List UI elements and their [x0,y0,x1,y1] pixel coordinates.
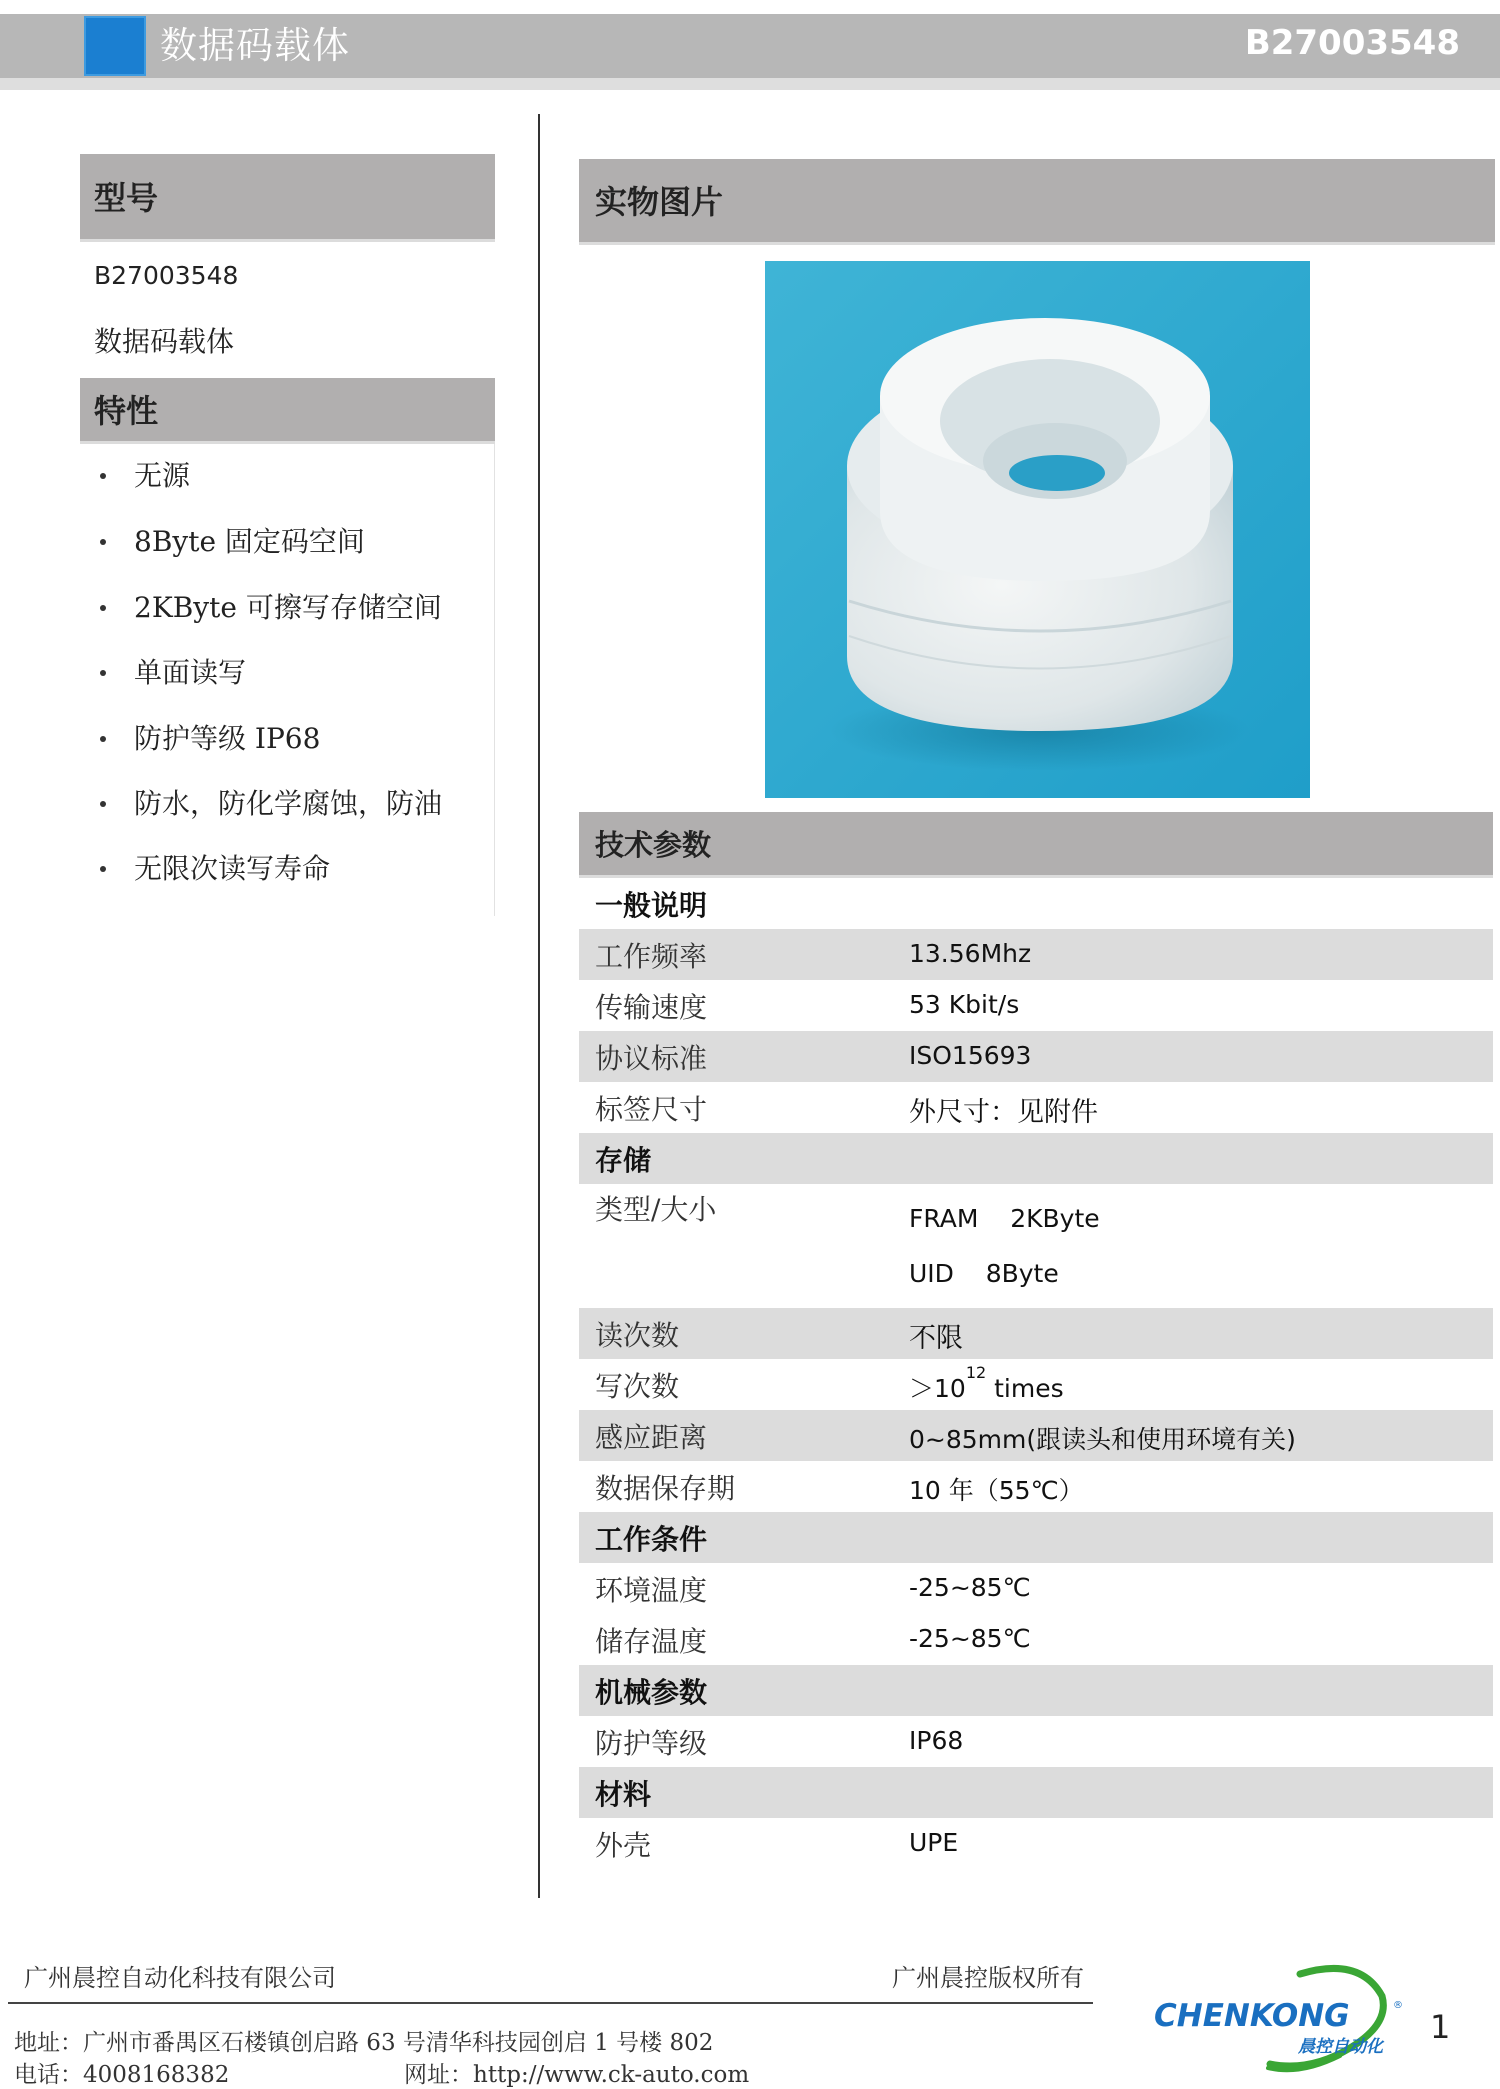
footer-company: 广州晨控自动化科技有限公司 [24,1964,336,1992]
spec-label: 外壳 [595,1829,652,1862]
spec-value: 不限 [909,1323,963,1354]
spec-value: 0~85mm(跟读头和使用环境有关) [909,1425,1296,1454]
bullet-icon [100,736,106,742]
spec-value [909,1363,1064,1405]
spec-label: 写次数 [595,1370,680,1403]
spec-value-secondary: UID 8Byte [909,1259,1059,1288]
bullet-icon [100,473,106,479]
feature-text: 2KByte 可擦写存储空间 [134,591,442,624]
spec-row [579,980,1493,1031]
spec-row [579,1308,1493,1359]
spec-category-row [579,1665,1493,1716]
spec-row [579,929,1493,980]
spec-category: 存储 [595,1144,652,1177]
spec-row [579,1184,1493,1308]
feature-text: 防护等级 IP68 [134,722,321,755]
spec-value: ISO15693 [909,1041,1032,1070]
spec-value: FRAM 2KByte [909,1204,1100,1233]
spec-value: IP68 [909,1726,964,1755]
spec-label: 工作频率 [595,940,708,973]
model-name: 数据码载体 [94,325,235,358]
logo-wordmark: CHENKONG [1154,1998,1350,2034]
spec-category: 材料 [595,1778,652,1811]
feature-text: 无源 [134,459,191,492]
spec-value: 10 年（55℃） [909,1476,1084,1505]
feature-item [100,456,190,496]
spec-value: -25~85℃ [909,1624,1031,1653]
spec-label: 读次数 [595,1319,680,1352]
footer-divider [8,2002,1093,2004]
spec-category-row [579,1133,1493,1184]
feature-text: 8Byte 固定码空间 [134,525,365,558]
bullet-icon [100,801,106,807]
footer-copyright: 广州晨控版权所有 [892,1964,1084,1992]
feature-text: 单面读写 [134,656,247,689]
spec-row [579,1461,1493,1512]
spec-label: 防护等级 [595,1727,708,1760]
photo-heading: 实物图片 [579,159,1495,245]
feature-item [100,719,320,759]
spec-row [579,1031,1493,1082]
footer-phone: 电话：4008168382 [14,2062,230,2088]
feature-text: 无限次读写寿命 [134,852,331,885]
feature-text: 防水，防化学腐蚀，防油 [134,787,443,820]
spec-label: 标签尺寸 [595,1093,708,1126]
spec-row [579,1716,1493,1767]
feature-item [100,588,442,628]
spec-value-suffix: times [986,1374,1064,1403]
spec-row [579,1563,1493,1614]
spec-value: 53 Kbit/s [909,990,1020,1019]
spec-value-exponent: 12 [965,1363,987,1382]
page-number: 1 [1430,2008,1451,2046]
spec-row [579,1818,1493,1869]
bullet-icon [100,670,106,676]
features-heading: 特性 [80,378,495,444]
spec-category: 机械参数 [595,1676,708,1709]
spec-category: 工作条件 [595,1523,708,1556]
features-side-rule [494,440,495,916]
header-accent-square [84,16,146,76]
bullet-icon [100,539,106,545]
spec-value-prefix: ＞10 [909,1374,966,1403]
spec-value: UPE [909,1828,959,1857]
spec-row [579,1082,1493,1133]
spec-category-row [579,1512,1493,1563]
product-photo [765,261,1310,798]
spec-row [579,1359,1493,1410]
footer-website: 网址：http://www.ck-auto.com [404,2062,750,2088]
spec-row [579,1410,1493,1461]
logo-subtext: 晨控自动化 [1298,2037,1383,2057]
spec-label: 储存温度 [595,1625,708,1658]
svg-text:®: ® [1393,2000,1403,2011]
spec-category: 一般说明 [595,889,708,922]
spec-category-row [579,878,1493,929]
bullet-icon [100,866,106,872]
spec-heading: 技术参数 [579,812,1493,878]
spec-label: 感应距离 [595,1421,708,1454]
spec-value: -25~85℃ [909,1573,1031,1602]
footer-address: 地址：广州市番禺区石楼镇创启路 63 号清华科技园创启 1 号楼 802 [14,2030,714,2056]
spec-category-row [579,1767,1493,1818]
feature-item [100,522,365,562]
header-underline [0,78,1500,90]
spec-value: 13.56Mhz [909,939,1032,968]
spec-label: 协议标准 [595,1042,708,1075]
model-heading: 型号 [80,154,495,242]
model-code: B27003548 [94,261,239,290]
page-title: 数据码载体 [160,24,350,67]
spec-value: 外尺寸：见附件 [909,1097,1098,1128]
feature-item [100,849,330,889]
chenkong-logo [1150,1956,1412,2076]
feature-item [100,784,442,824]
spec-label: 类型/大小 [595,1193,717,1226]
column-divider [538,114,540,1898]
bullet-icon [100,605,106,611]
spec-label: 环境温度 [595,1574,708,1607]
feature-item [100,653,246,693]
header-product-code: B27003548 [1244,23,1460,63]
spec-label: 传输速度 [595,991,708,1024]
spec-row [579,1614,1493,1665]
spec-label: 数据保存期 [595,1472,736,1505]
